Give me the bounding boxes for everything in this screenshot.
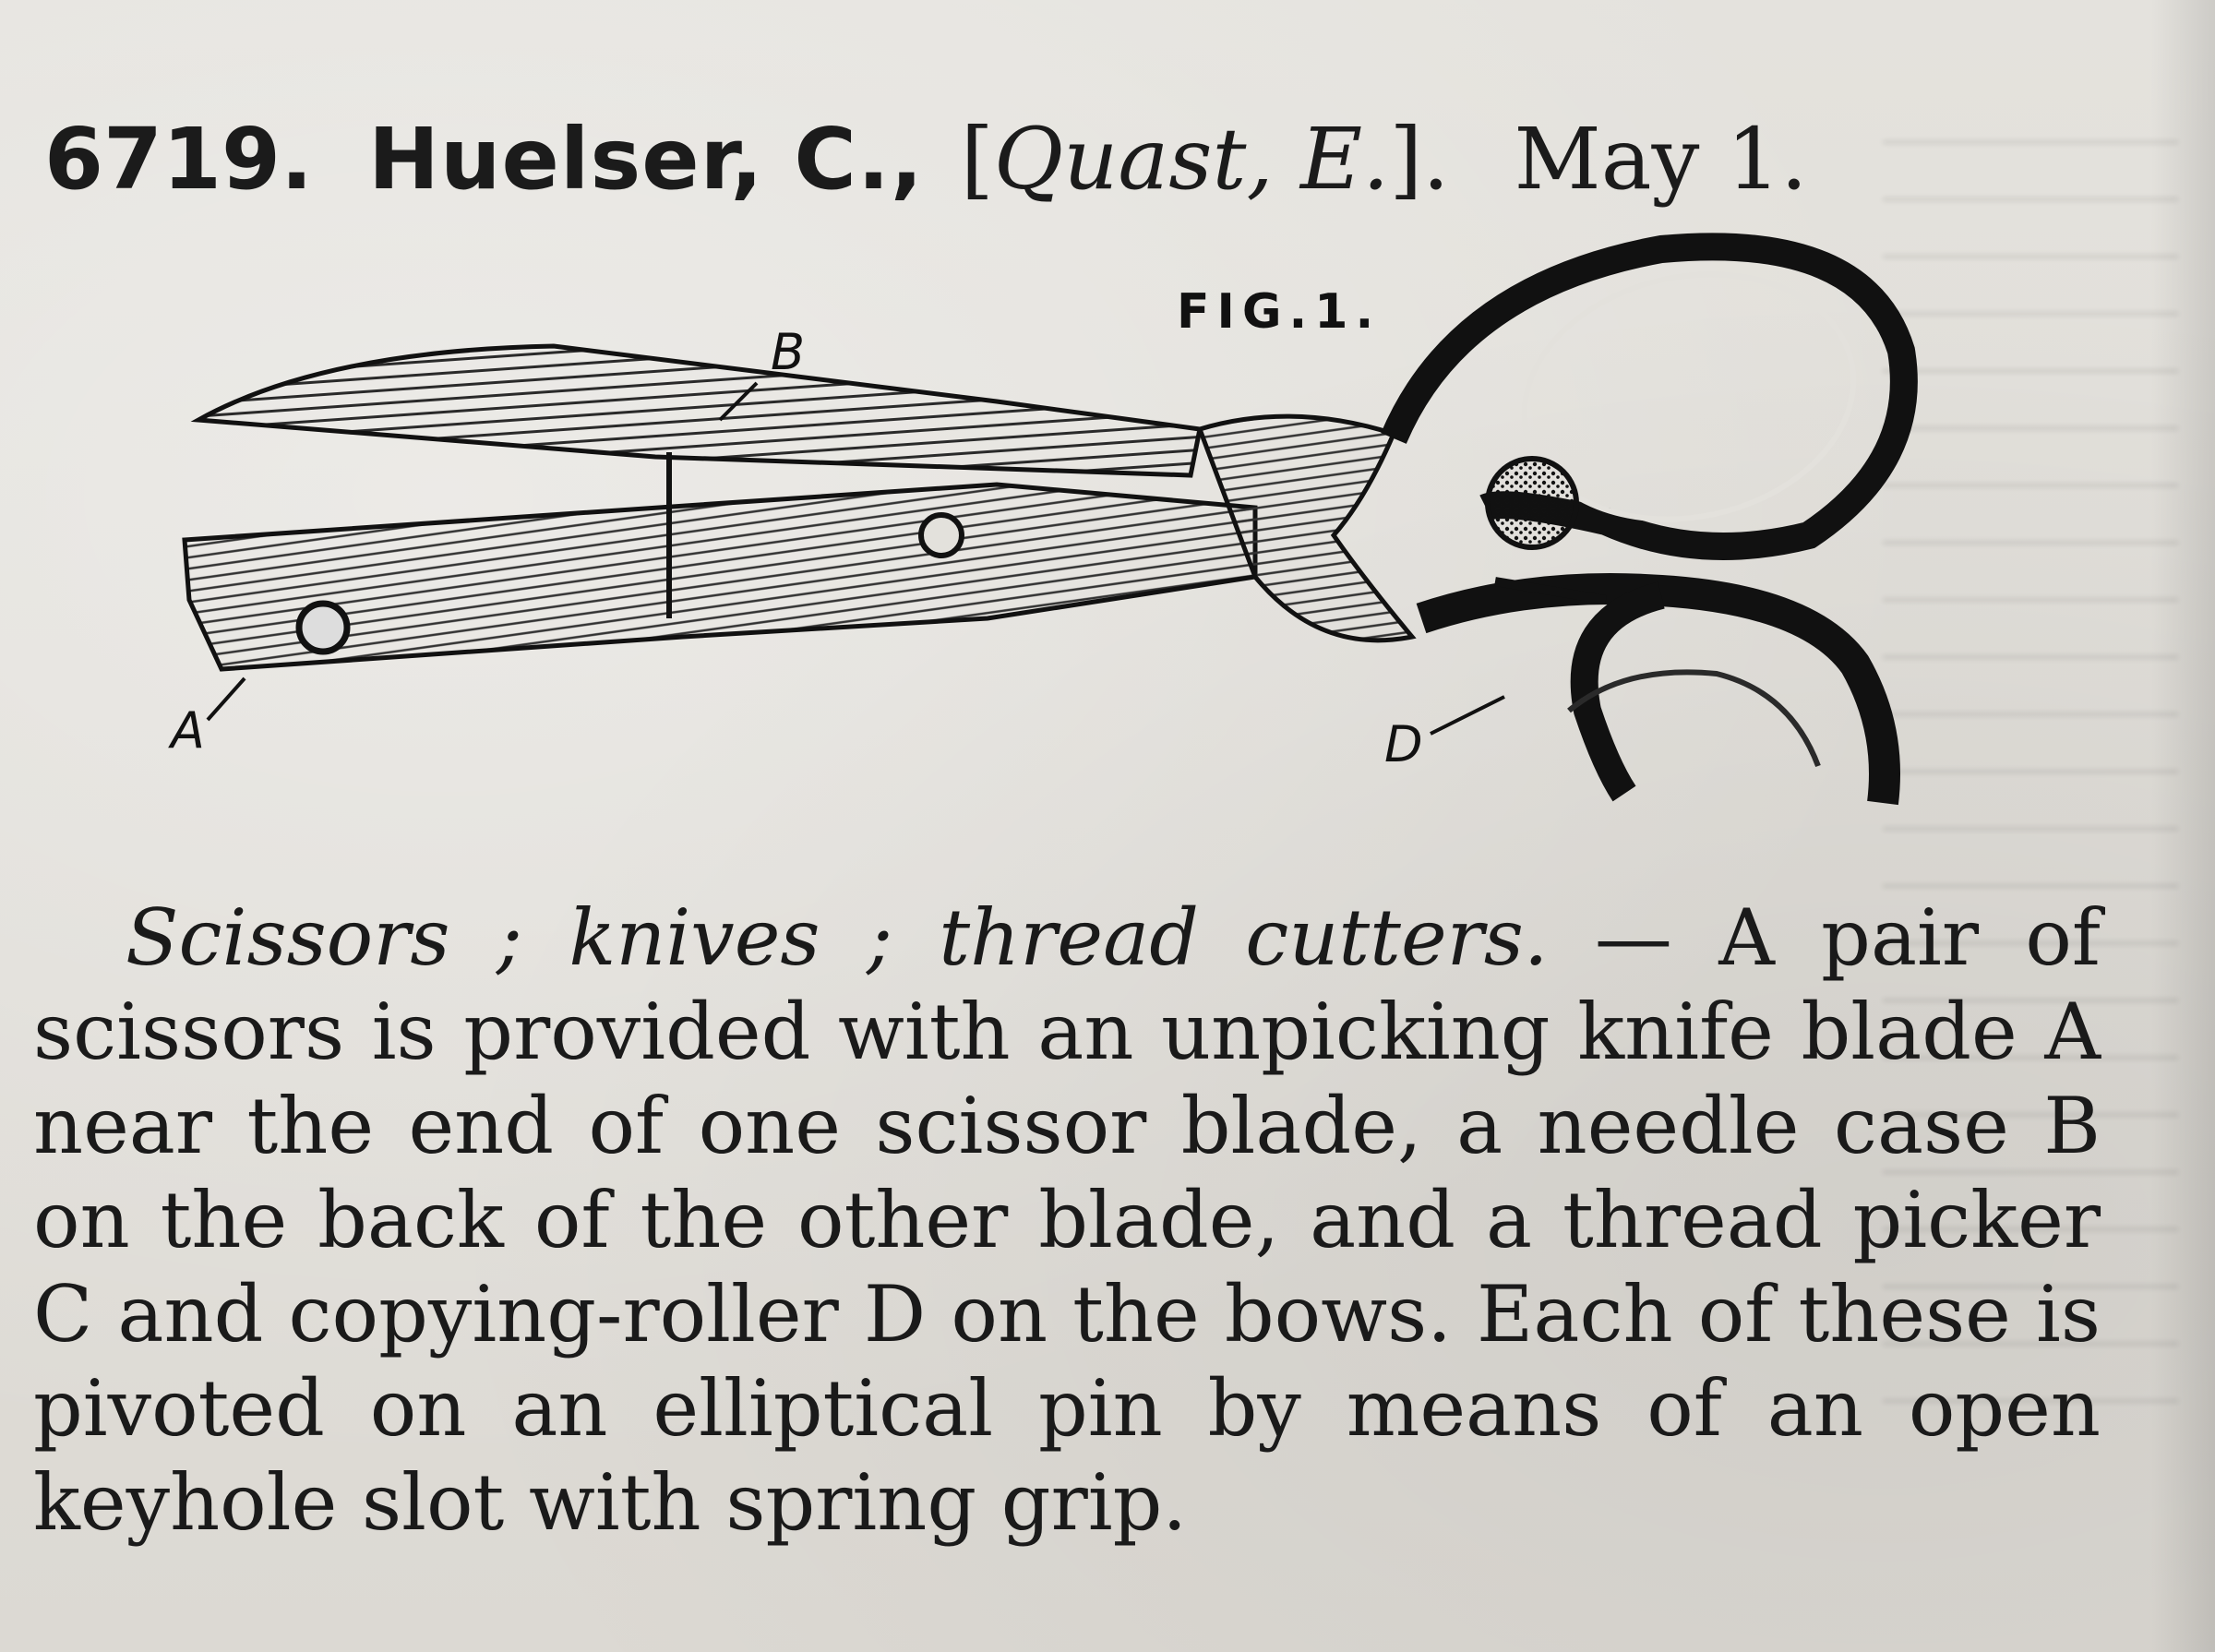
assignee-name: Quast, E. (993, 110, 1390, 209)
lower-bow (1421, 589, 1885, 803)
applicant-name: Huelser, C., (368, 110, 924, 209)
label-a: A (171, 701, 205, 760)
main-pivot-icon (921, 515, 962, 556)
entry-number: 6719. (44, 110, 314, 209)
knife-pivot-icon (299, 604, 347, 652)
copying-roller-icon (1488, 459, 1576, 547)
abstract-subject: Scissors ; knives ; thread cutters. (126, 892, 1549, 983)
assignee-bracket-close: ]. (1389, 110, 1450, 209)
assignee-bracket-open: [ (960, 110, 994, 209)
scissors-figure (166, 231, 2012, 877)
abstract-body: A pair of scissors is provided with an unpicking knife blade A near the end of one scissor blade, a needle case B on the back of the other blade, and a thread picker C and copying-roller D on the bows. Each of these is pivoted on an elliptical pin by means of an open keyhole slot with spring grip. (33, 892, 2101, 1548)
abstract-text (33, 891, 2101, 1550)
upper-bow (1394, 246, 1904, 546)
abstract-dash: — (1548, 892, 1719, 983)
entry-header (44, 109, 1982, 210)
label-b: B (771, 323, 806, 381)
label-d: D (1384, 715, 1423, 773)
page-edge-shadow (2150, 0, 2215, 1652)
scissors-illustration (166, 231, 2012, 877)
upper-blade (198, 346, 1200, 475)
entry-date: May 1. (1514, 110, 1808, 209)
figure-caption: FIG.1. (1177, 284, 1382, 340)
